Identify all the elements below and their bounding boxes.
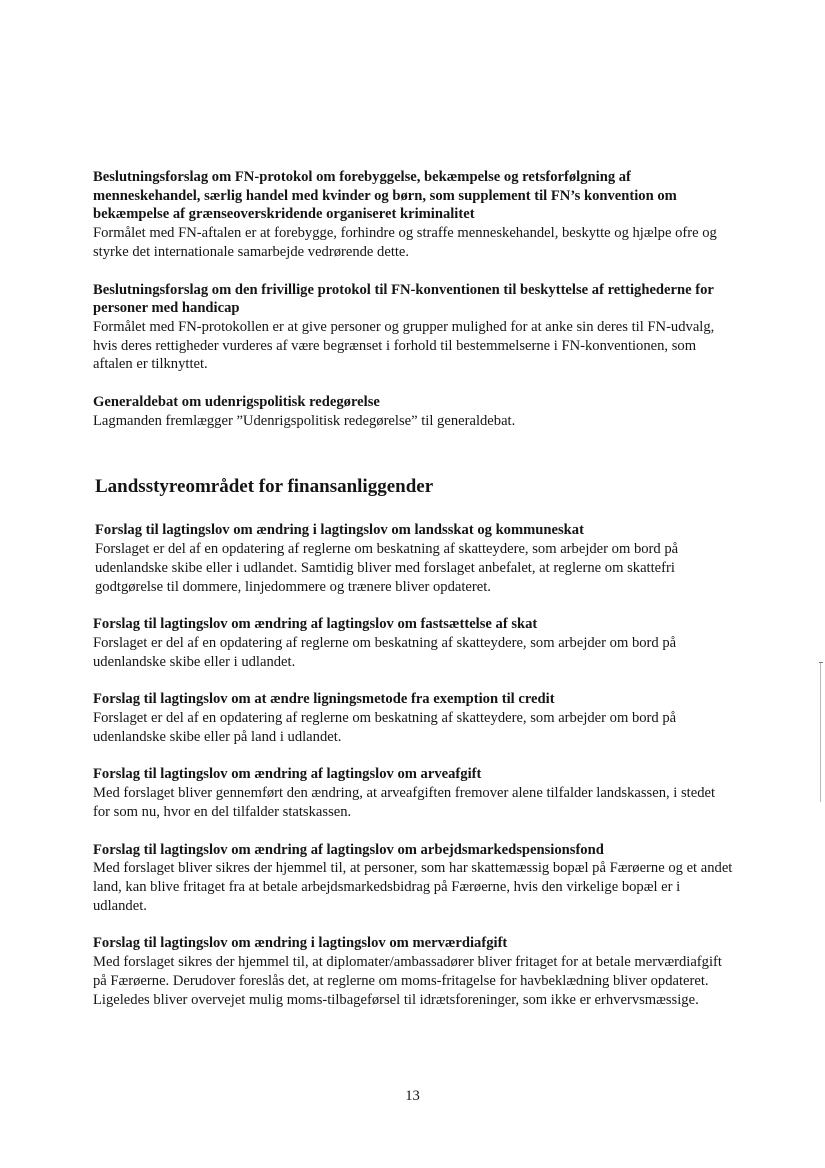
section-body: Med forslaget bliver gennemført den ændring, at arveafgiften fremover alene tilfalder landskassen, i stedet for som nu, hvor en del tilfalder statskassen. (93, 785, 716, 820)
section-title: Beslutningsforslag om den frivillige protokol til FN-konventionen til beskyttelse af rettighederne for personer med handicap (93, 281, 714, 317)
section-body: Med forslaget sikres der hjemmel til, at diplomater/ambassadører bliver fritaget for at betale merværdiafgift på Færøerne. Derudover foreslås det, at reglerne om moms-fritagelse for havbeklædning bliver opdateret. Ligeledes bliver overvejet mulig moms-tilbageførsel til idrætsforeninger, som ikke er erhvervsmæssige. (93, 954, 722, 1008)
section-title: Forslag til lagtingslov om ændring i lagtingslov om landsskat og kommuneskat (95, 522, 584, 539)
section-body: Forslaget er del af en opdatering af reglerne om beskatning af skatteydere, som arbejder om bord på udenlandske skibe eller i udlandet. (93, 634, 677, 670)
section-title: Forslag til lagtingslov om ændring af lagtingslov om arveafgift (93, 766, 482, 783)
section-landsskat-kommuneskat (95, 521, 733, 596)
section-mervaerdiafgift (93, 934, 733, 1009)
page-content (93, 168, 733, 1028)
section-body: Med forslaget bliver sikres der hjemmel til, at personer, som har skattemæssig bopæl på Færøerne og et andet land, kan blive fritaget fra at betale arbejdsmarkedsbidrag på Færøerne, hvis den virkelige bopæl er i udlandet. (93, 860, 733, 914)
page-number: 13 (405, 1088, 420, 1104)
section-ligningsmetode (93, 690, 733, 746)
section-title: Forslag til lagtingslov om ændring af lagtingslov om fastsættelse af skat (93, 616, 538, 633)
section-arbejdsmarkedspensionsfond (93, 841, 733, 916)
section-body: Lagmanden fremlægger ”Udenrigspolitisk redegørelse” til generaldebat. (93, 412, 516, 429)
section-body: Forslaget er del af en opdatering af reglerne om beskatning af skatteydere, som arbejder om bord på udenlandske skibe eller i udlandet. Samtidig bliver med forslaget anbefalet, at reglerne om skattefri godtgørelse til dommere, linjedommere og trænere bliver opdateret. (95, 541, 679, 595)
section-generaldebat (93, 393, 733, 430)
section-fn-protokol-menneskehandel (93, 168, 733, 262)
scan-edge-tick (819, 662, 823, 663)
section-body: Forslaget er del af en opdatering af reglerne om beskatning af skatteydere, som arbejder om bord på udenlandske skibe eller på land i udlandet. (93, 710, 677, 745)
section-title: Forslag til lagtingslov om ændring af lagtingslov om arbejdsmarkedspensionsfond (93, 841, 604, 858)
section-body: Formålet med FN-aftalen er at forebygge, forhindre og straffe menneskehandel, beskytte og hjælpe ofre og styrke det internationale samarbejde vedrørende dette. (93, 225, 717, 260)
section-body: Formålet med FN-protokollen er at give personer og grupper mulighed for at anke sin deres til FN-udvalg, hvis deres rettigheder vurderes af være begrænset i forhold til bestemmelserne i FN-konventionen, som aftalen er tilknyttet. (93, 318, 715, 373)
scan-edge-line (820, 662, 821, 802)
section-title: Forslag til lagtingslov om ændring i lagtingslov om merværdiafgift (93, 935, 508, 952)
section-title: Forslag til lagtingslov om at ændre ligningsmetode fra exemption til credit (93, 691, 555, 708)
section-fastsaettelse-af-skat (93, 615, 733, 671)
section-title: Beslutningsforslag om FN-protokol om forebyggelse, bekæmpelse og retsforfølgning af menneskehandel, særlig handel med kvinder og børn, som supplement til FN’s konvention om bekæmpelse af grænseoverskridende organiseret kriminalitet (93, 169, 677, 223)
section-arveafgift (93, 765, 733, 821)
section-fn-protokol-handicap (93, 281, 733, 375)
area-heading: Landsstyreområdet for finansanliggender (95, 476, 434, 498)
section-title: Generaldebat om udenrigspolitisk redegørelse (93, 394, 380, 411)
